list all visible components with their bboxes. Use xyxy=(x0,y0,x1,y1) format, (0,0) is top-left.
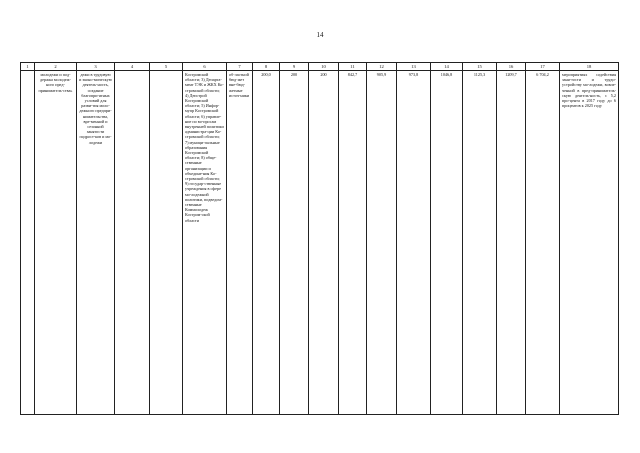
column-number: 12 xyxy=(367,63,397,71)
column-number: 5 xyxy=(150,63,183,71)
column-number: 3 xyxy=(77,63,115,71)
event-name-cell: молодежи и под-держка молодеж-ного пред-приниматель-ства» xyxy=(35,71,77,415)
column-number: 10 xyxy=(309,63,339,71)
column-number: 15 xyxy=(463,63,497,71)
column-number: 17 xyxy=(526,63,560,71)
expected-result-cell: мероприятиях содействия заня-тости и трудо-устройству мо-лодежи, вовле-ченной в пред-приниматель-скую деятель-ность, с 5,2 про-цента в 2017 году до 6 процентов к 2025 году xyxy=(560,71,619,415)
column-number: 14 xyxy=(431,63,463,71)
column-number: 13 xyxy=(397,63,431,71)
table-row xyxy=(21,71,619,415)
funding-source-cell: об-ластной бюд-жет вне-бюд-жетные источ-ники xyxy=(227,71,253,415)
executors-cell: Костромской области; 3) Департа-мент ТЭК и ЖКХ Ко-стромской области; 4) Депстрой Костромской области; 5) Инфор-мупр Костромской области; 6) управле-ние по во-просам внутренней политики администра-ции Ко-стромской области; 7) муници-пальные образования Костромской области; 8) обще-ственные организации и объедине-ния Ко-стромской области; 9) государ-ственные учреждения в сфере мо-лодежной политики, подведом-ственные Коммолодеж Костром-ской области xyxy=(183,71,227,415)
page-number: 14 xyxy=(316,31,324,39)
column-number: 6 xyxy=(183,63,227,71)
column-number: 4 xyxy=(115,63,150,71)
funding-value-cell: 1209,7 xyxy=(497,71,526,415)
funding-value-cell: 200 xyxy=(280,71,309,415)
empty-cell xyxy=(115,71,150,415)
funding-value-cell: 1125,3 xyxy=(463,71,497,415)
funding-value-cell: 905,9 xyxy=(367,71,397,415)
column-number: 1 xyxy=(21,63,35,71)
column-number: 16 xyxy=(497,63,526,71)
column-number: 2 xyxy=(35,63,77,71)
column-number: 7 xyxy=(227,63,253,71)
column-number: 9 xyxy=(280,63,309,71)
column-number-row xyxy=(21,63,619,71)
column-number: 8 xyxy=(253,63,280,71)
funding-value-cell: 200 xyxy=(309,71,339,415)
funding-value-cell: 200,0 xyxy=(253,71,280,415)
funding-value-cell: 973,8 xyxy=(397,71,431,415)
funding-value-cell: 842,7 xyxy=(339,71,367,415)
funding-value-cell: 1046,8 xyxy=(431,71,463,415)
program-table xyxy=(20,62,619,415)
column-number: 11 xyxy=(339,63,367,71)
column-number: 18 xyxy=(560,63,619,71)
funding-total-cell: 6 704,2 xyxy=(526,71,560,415)
event-goal-cell: дежи в трудовую и эконо-мическую деятель-ность, создание благопри-ятных условий для разви-тия моло-дежного предпри-нимательства, вре-менной и сезонной занятости подрост-ков и мо-лодежи xyxy=(77,71,115,415)
empty-cell xyxy=(150,71,183,415)
row-number-cell xyxy=(21,71,35,415)
